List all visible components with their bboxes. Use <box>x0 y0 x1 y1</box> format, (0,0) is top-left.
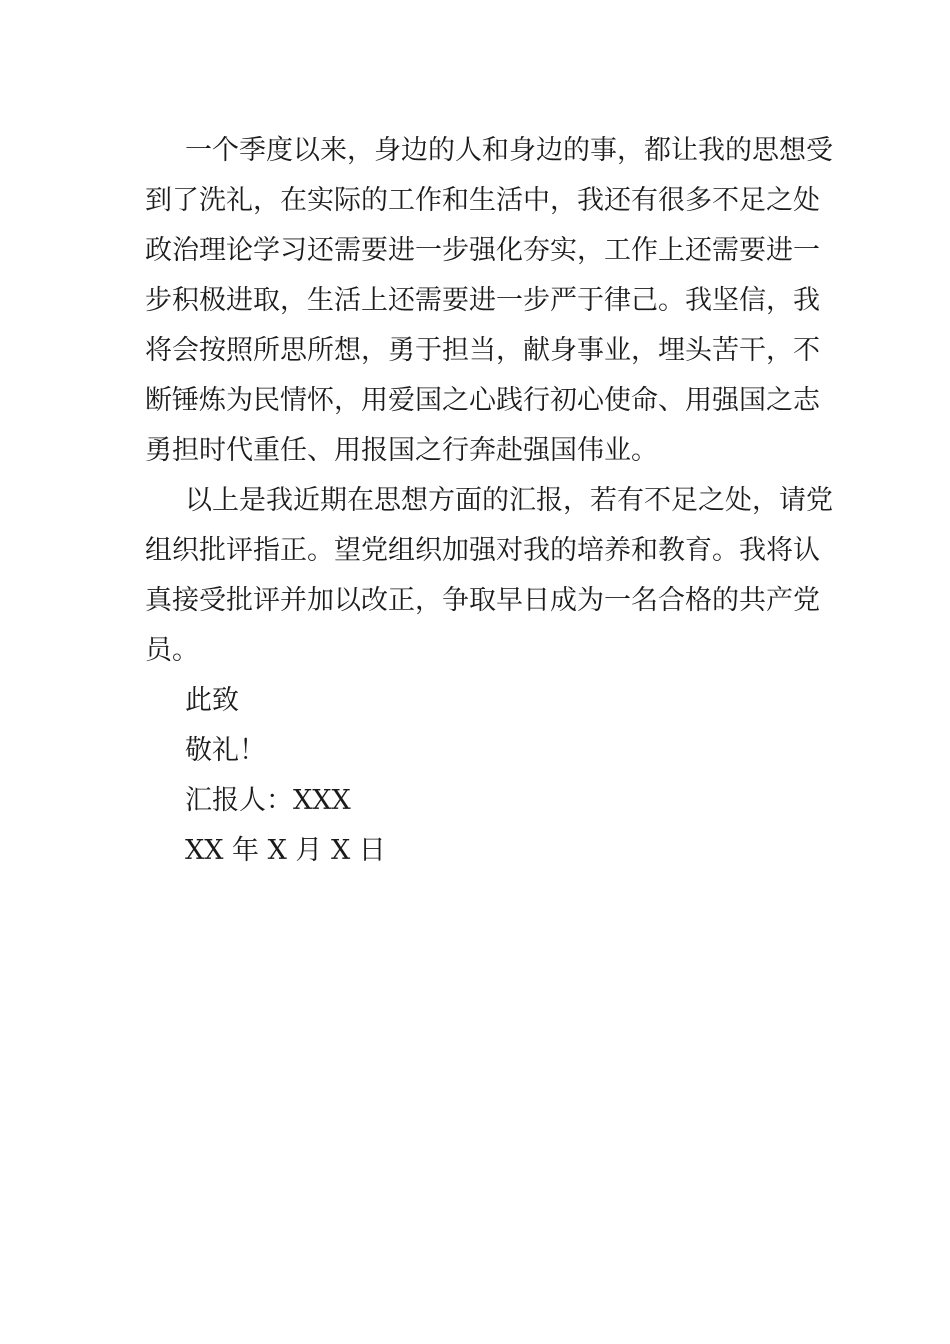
salutation: 此致 <box>185 685 239 716</box>
regards: 敬礼！ <box>185 735 266 766</box>
paragraph-1 <box>145 126 833 476</box>
paragraph-line: 到了洗礼，在实际的工作和生活中，我还有很多不足之处 <box>145 185 820 216</box>
report-date: XX 年 X 月 X 日 <box>185 835 386 866</box>
reporter-signature: 汇报人：XXX <box>185 785 351 816</box>
paragraph-line: 组织批评指正。望党组织加强对我的培养和教育。我将认 <box>145 535 820 566</box>
paragraph-line: 断锤炼为民情怀，用爱国之心践行初心使命、用强国之志 <box>145 385 820 416</box>
paragraph-line: 将会按照所思所想，勇于担当，献身事业，埋头苦干，不 <box>145 335 820 366</box>
document-body <box>145 126 833 876</box>
paragraph-line: 真接受批评并加以改正，争取早日成为一名合格的共产党 <box>145 585 820 616</box>
paragraph-line: 政治理论学习还需要进一步强化夯实，工作上还需要进一 <box>145 235 820 266</box>
paragraph-2 <box>145 476 833 676</box>
paragraph-line: 一个季度以来，身边的人和身边的事，都让我的思想受 <box>185 135 833 166</box>
paragraph-line: 步积极进取，生活上还需要进一步严于律己。我坚信，我 <box>145 285 820 316</box>
paragraph-line: 勇担时代重任、用报国之行奔赴强国伟业。 <box>145 435 658 466</box>
closing-block <box>145 676 807 876</box>
paragraph-line: 员。 <box>145 635 199 666</box>
paragraph-line: 以上是我近期在思想方面的汇报，若有不足之处，请党 <box>185 485 833 516</box>
